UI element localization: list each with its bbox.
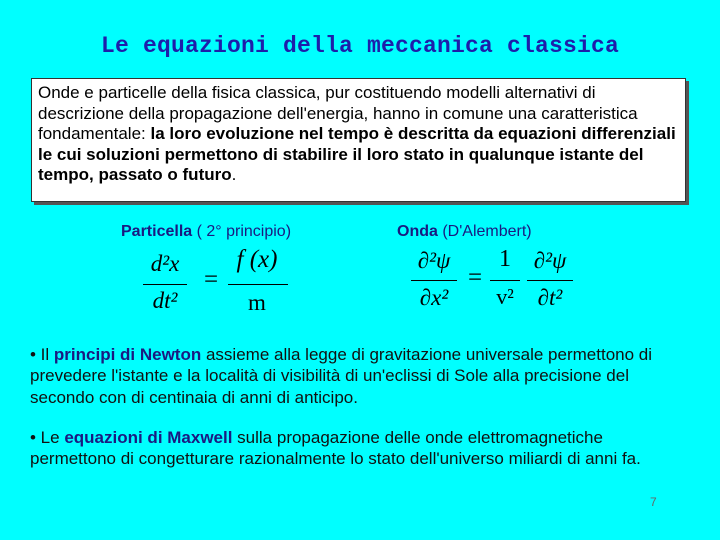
particle-note: ( 2° principio)	[192, 223, 292, 240]
newton-equals: =	[203, 266, 219, 293]
bullet-newton-bold: principi di Newton	[53, 345, 202, 364]
wave-coef-num: 1	[499, 246, 511, 272]
intro-emphasis: la loro evoluzione nel tempo è descritta da equazioni differenziali le cui soluzioni permettono di stabilire il loro stato in qualunque istante del tempo, passato o futuro	[38, 124, 676, 185]
page-number: 7	[650, 495, 657, 509]
bullet-maxwell-bold: equazioni di Maxwell	[64, 428, 233, 447]
bullet-newton	[30, 344, 670, 408]
newton-rhs-num: f (x)	[236, 246, 278, 273]
bullet-maxwell	[30, 427, 660, 470]
wave-rhs-den: ∂t²	[537, 285, 563, 310]
wave-note: (D'Alembert)	[437, 223, 532, 240]
wave-lhs-den: ∂x²	[419, 285, 449, 310]
newton-equation	[140, 240, 300, 320]
wave-label	[397, 223, 532, 241]
intro-text: Onde e particelle della fisica classica, pur costituendo modelli alternativi di descrizione della propagazione dell'energia, hanno in comune una caratteristica fondamentale:	[38, 83, 638, 144]
intro-end: .	[231, 165, 237, 185]
wave-coef-den: v²	[496, 284, 514, 309]
dalembert-equation	[408, 240, 578, 320]
bullet-maxwell-prefix: • Le	[30, 428, 65, 447]
bullet-newton-text: assieme alla legge di gravitazione universale permettono di prevedere l'istante e la località di visibilità di un'eclissi di Sole alla precisione del secondo con di centinaia di anni di anticipo.	[30, 345, 653, 407]
wave-equals: =	[467, 264, 483, 291]
particle-label	[121, 223, 291, 241]
newton-rhs-den: m	[248, 290, 266, 315]
bullet-newton-prefix: • Il	[30, 345, 54, 364]
bullet-maxwell-text: sulla propagazione delle onde elettromagnetiche permettono di congetturare razionalmente lo stato dell'universo miliardi di anni fa.	[30, 428, 641, 469]
particle-name: Particella	[121, 223, 193, 240]
wave-name: Onda	[397, 223, 438, 240]
wave-lhs-num: ∂²ψ	[417, 248, 451, 273]
intro-box	[31, 78, 686, 202]
slide-title: Le equazioni della meccanica classica	[100, 33, 620, 59]
wave-rhs-num: ∂²ψ	[533, 248, 567, 273]
newton-lhs-num: d²x	[150, 251, 180, 276]
newton-lhs-den: dt²	[152, 288, 178, 313]
